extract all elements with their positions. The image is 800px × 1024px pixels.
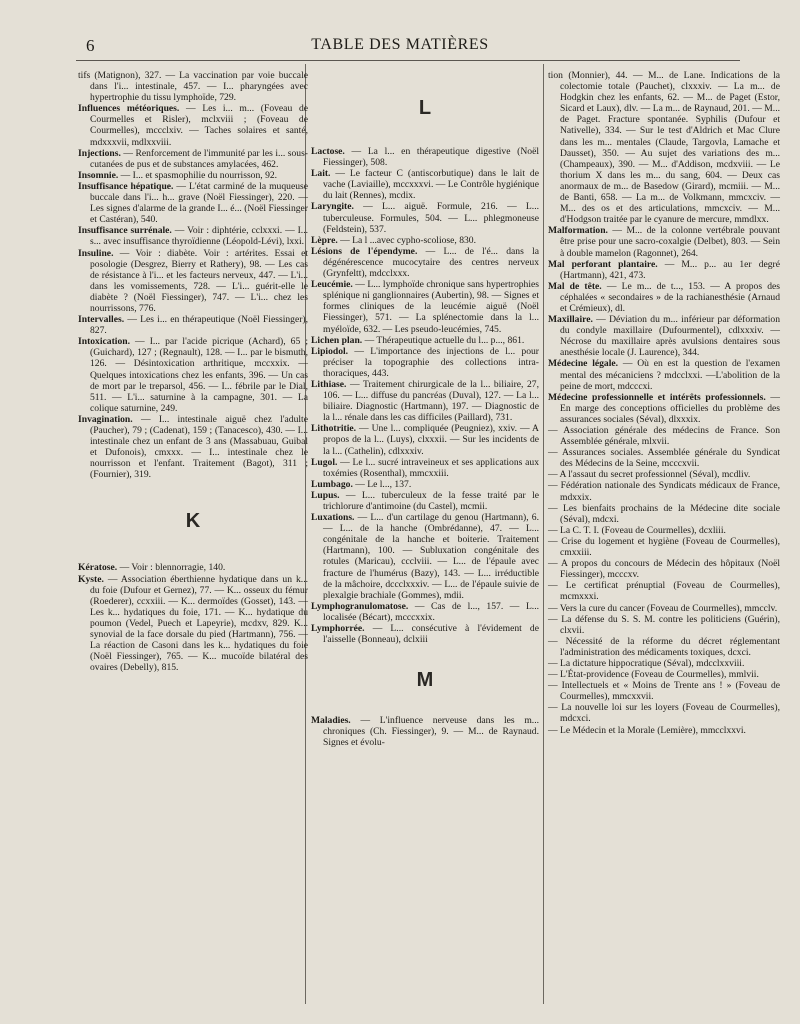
entry-text: — Le l..., 137. (352, 478, 412, 490)
entry-headword: Lithotritie. (311, 423, 357, 435)
entry-text: — Voir : diphtérie, cclxxxi. — I... s... avec insuffisance thyroïdienne (Léopold-Lévi), lxxi. (90, 225, 308, 248)
index-entry (548, 603, 780, 614)
entry-text: — Association générale des médecins de France. Son Assemblée générale, mlxvii. (548, 425, 780, 448)
entry-text: — Vers la cure du cancer (Foveau de Courmelles), mmcclv. (548, 602, 778, 614)
entry-headword: Influences météoriques. (78, 103, 180, 115)
entry-text: — L... de l'é... dans la dégénérescence mucocytaire des centres nerveux (Grynfeltt), mdcclxxx. (323, 245, 539, 280)
index-entry (311, 601, 539, 623)
entry-headword: Lèpre. (311, 234, 338, 246)
entry-headword: Lymphorrée. (311, 623, 365, 635)
index-entry (548, 614, 780, 636)
entry-text: — L... consécutive à l'évidement de l'aisselle (Bonneau), dclxiii (323, 623, 539, 646)
header-rule (76, 60, 740, 61)
entry-text: — Le certificat prénuptial (Foveau de Courmelles), mcmxxxi. (548, 580, 780, 603)
index-entry (78, 574, 308, 674)
index-entry (548, 536, 780, 558)
index-entry (548, 658, 780, 669)
index-entry (78, 181, 308, 225)
entry-text: — Renforcement de l'immunité par les i... sous-cutanées de pus et de substances amylacées, 462. (90, 147, 308, 170)
index-entry (548, 480, 780, 502)
section-letter: K (185, 510, 201, 533)
entry-headword: Intoxication. (78, 336, 130, 348)
entry-headword: Médecine professionnelle et intérêts professionnels. (548, 391, 766, 403)
index-entry (548, 225, 780, 258)
entry-headword: Kyste. (78, 573, 104, 585)
index-entry (311, 201, 539, 234)
entry-text: — L'influence nerveuse dans les m... chroniques (Ch. Fiessinger), 9. — M... de Raynaud. Signes et évolu- (323, 715, 539, 749)
entry-text: — L'importance des injections de l... pour préciser la topographie des collections intra-thoraciques, 443. (323, 345, 539, 379)
index-entry (311, 346, 539, 379)
entry-headword: Insomnie. (78, 169, 119, 181)
index-entry (548, 525, 780, 536)
entry-text: — En marge des conceptions officielles du problème des assurances sociales (Séval), dlxxxix. (560, 391, 780, 425)
index-entry (548, 558, 780, 580)
section-letter: L (418, 97, 432, 119)
entry-headword: Lumbago. (311, 478, 353, 490)
index-entry (548, 469, 780, 480)
index-entry (78, 336, 308, 414)
entry-text: — Les bienfaits prochains de la Médecine dite sociale (Séval), mdcxi. (548, 502, 780, 525)
column-1 (78, 70, 308, 673)
index-entry (548, 358, 780, 391)
index-entry (548, 425, 780, 447)
entry-headword: Lichen plan. (311, 334, 363, 346)
index-entry (78, 103, 308, 147)
entry-text: — Association éberthienne hydatique dans un k... du foie (Dufour et Gernez), 77. — K... osseux du fémur (Roederer), ccxxiii. — K... dermoïdes (Gosset), 143. — Les k... hydatiques du foie, 171. — K... hydatique du poumon (Vedel, Puech et Lapeyrie), mcdxv, 829. K... synovial de la face dorsale du pied (Hartmann), 756. — La réaction de Casoni dans les k... hydatiques du foie (Noël Fiessinger), 765. — K... mucoïde bilatéral des ovaires (Debelly), 815. (90, 573, 308, 674)
entry-headword: Maladies. (311, 715, 351, 727)
entry-headword: Insuline. (78, 247, 114, 259)
entry-text: — Où en est la question de l'examen mental des mécaniciens ? mdcclxxi. —L'abolition de la peine de mort, mdcccxi. (560, 358, 780, 392)
entry-headword: Malformation. (548, 225, 608, 237)
index-entry (548, 281, 780, 314)
index-entry (548, 314, 780, 358)
entry-headword: Maxillaire. (548, 314, 593, 326)
index-entry (311, 379, 539, 423)
entry-text: — L... aiguë. Formule, 216. — L... tuberculeuse. Formules, 504. — L... phlegmoneuse (Feldstein), 537. (323, 201, 539, 235)
entry-text: — Assurances sociales. Assemblée générale du Syndicat des Médecins de la Seine, mcccxvii. (548, 447, 780, 470)
entry-headword: Lupus. (311, 489, 340, 501)
entry-text: — Le m... de t..., 153. — A propos des céphalées « secondaires » de la rachianesthésie (Arnaud et Crémieux), dl. (560, 280, 781, 314)
entry-headword: Invagination. (78, 413, 133, 425)
index-entry (311, 457, 539, 479)
index-entry (78, 170, 308, 181)
index-entry (311, 490, 539, 512)
index-entry (311, 512, 539, 601)
index-entry (548, 447, 780, 469)
entry-text: — L'État-providence (Foveau de Courmelles), mmlvii. (548, 669, 759, 681)
index-entry (548, 503, 780, 525)
entry-text: — Les i... en thérapeutique (Noël Fiessinger), 827. (90, 314, 308, 337)
entry-headword: Injections. (78, 147, 121, 159)
entry-text: — A l'assaut du secret professionnel (Séval), mcdliv. (548, 469, 751, 481)
entry-text: — M... de la colonne vertébrale pouvant être prise pour une sacro-coxalgie (Delbet), 803. — Sein à double mamelon (Ragonnet), 264. (560, 225, 780, 259)
entry-headword: Médecine légale. (548, 358, 619, 370)
entry-text: — Les i... m... (Foveau de Courmelles et Risler), mclxviii ; (Foveau de Courmelles), mccclxiv. — Taches solaires et santé, mdxxxvii, mdlxxviii. (90, 103, 308, 148)
entry-headword: Lactose. (311, 146, 345, 157)
entry-headword: Lithiase. (311, 378, 347, 390)
entry-text: — La défense du S. S. M. contre les politiciens (Guérin), clxvii. (548, 613, 780, 636)
entry-text: — A propos du concours de Médecin des hôpitaux (Noël Fiessinger), mcccxv. (548, 558, 780, 581)
entry-headword: Kératose. (78, 562, 118, 574)
index-entry (311, 335, 539, 346)
entry-text: — L... d'un cartilage du genou (Hartmann), 6. — L... de la hanche (Ombrédanne), 47. — L... congénitale de la hanche et boiterie. Traitement (Hartmann), 100. — Subluxation congénitale des rotules (Maricau), ccclviii. — L... de l'épaule avec fracture de l'humérus (Bazy), 143. — L... irréductible de la mâchoire, dccclxxxiv. — L... de l'épaule suivie de plexalgie brachiale (Gommes), mdii. (323, 512, 539, 601)
entry-text: — Déviation du m... inférieur par déformation du condyle maxillaire (Dufourmentel), cdlxxxiv. — Nécrose du maxillaire après avulsions dentaires sous anesthésie locale (J. Laurence), 344. (560, 314, 780, 359)
index-entry (548, 70, 780, 225)
index-entry (78, 248, 308, 315)
entry-text: — L'état carminé de la muqueuse buccale dans l'i... h... grave (Noël Fiessinger), 220. — Les signes d'alarme de la grande I... é... (Noël Fiessinger et Castéran), 540. (90, 180, 308, 226)
index-entry (311, 423, 539, 456)
index-entry (311, 715, 539, 748)
entry-text: — L... tuberculeux de la fesse traité par le trichlorure d'antimoine (du Castel), mcmii. (323, 489, 539, 512)
page-title: TABLE DES MATIÈRES (311, 36, 489, 53)
entry-text: — L... lymphoïde chronique sans hypertrophies splénique ni ganglionnaires (Aubertin), 98. — Signes et formes cliniques de la leucémie aiguë (Noël Fiessinger), 571. — La splénectomie dans la l... myéloïde, 632. — Les pseudo-leucémies, 745. (323, 279, 539, 335)
entry-text: — Fédération nationale des Syndicats médicaux de France, mdxxix. (548, 480, 780, 503)
index-entry (311, 246, 539, 279)
index-entry (311, 623, 539, 645)
entry-headword: Lésions de l'épendyme. (311, 245, 418, 257)
entry-text: tifs (Matignon), 327. — La vaccination par voie buccale dans l'i... intestinale, 457. — I... pharyngées avec hypertrophie du tissu lymphoïde, 729. (78, 70, 308, 104)
entry-headword: Laryngite. (311, 201, 354, 213)
entry-text: — I... intestinale aiguë chez l'adulte (Paucher), 79 ; (Cadenat), 159 ; (Tanacesco), 430. — I... intestinale chez un enfant de 3 ans (Massabuau, Guibal et Dufonois), cmxxx. — I... intestinale chez le nourrisson et l'enfant. Traitement (Bagot), 311 ; (Fournier), 319. (90, 413, 308, 481)
page-number: 6 (86, 36, 95, 55)
entry-headword: Lymphogranulomatose. (311, 600, 409, 612)
entry-headword: Mal de tête. (548, 280, 602, 292)
entry-text: — La C. T. I. (Foveau de Courmelles), dcxliii. (548, 524, 726, 536)
index-entry (78, 314, 308, 336)
index-entry (311, 235, 539, 246)
entry-text: — La nouvelle loi sur les loyers (Foveau de Courmelles), mdcxci. (548, 702, 780, 725)
entry-text: — La l... en thérapeutique digestive (Noël Fiessinger), 508. (323, 146, 539, 169)
index-entry (78, 562, 308, 573)
entry-text: — La l ...avec cypho-scoliose, 830. (337, 234, 477, 246)
index-entry (548, 680, 780, 702)
index-entry (311, 168, 539, 201)
section-letter: M (416, 669, 434, 692)
column-divider (543, 64, 544, 1004)
index-entry (548, 392, 780, 425)
index-entry (548, 580, 780, 602)
entry-text: — Intellectuels et « Moins de Trente ans ! » (Foveau de Courmelles), mmcxxvii. (548, 680, 780, 703)
index-entry (548, 702, 780, 724)
index-entry (311, 279, 539, 334)
index-entry (78, 414, 308, 481)
entry-text: — La dictature hippocratique (Séval), mdcclxxviii. (548, 657, 745, 669)
index-entry (78, 70, 308, 103)
entry-headword: Lugol. (311, 456, 338, 468)
index-entry (311, 479, 539, 490)
page-header (0, 36, 800, 56)
entry-text: tion (Monnier), 44. — M... de Lane. Indications de la colectomie totale (Pauchet), clxxxiv. — La m... de Hodgkin chez les enfants, 62. — M... de Paget (Estor, Sicard et Laux), dlv. — La m... de Raynaud, 201. — M... de Paget. Fracture spontanée. Syphilis (Dufour et Nativelle), 334. — Sur le test d'Aldrich et Mac Clure dans les m... mentales (Claude, Targovla, Lamache et Dausset), 350. — Au sujet des variations des m... (Champeaux), 390. — M... d'Addison, mcdxviii. — Le thorium X dans les m... du sang, 604. — Deux cas anormaux de m... de Basedow (Girard), mcmiii. — M... de Banti, 658. — La m... de Volkmann, mmcxciv. — M... des os et des articulations, mmcxciv. — M... d'Hodgson traitée par le cyanure de mercure, mmdlxx. (548, 70, 780, 226)
entry-text: — Nécessité de la réforme du décret réglementant l'administration des médicaments toxiques, dcxci. (548, 635, 780, 658)
index-entry (548, 669, 780, 680)
column-2 (311, 70, 539, 749)
entry-headword: Luxations. (311, 512, 355, 524)
entry-text: — I... par l'acide picrique (Achard), 65 ; (Guichard), 127 ; (Regnault), 128. — I... par le bismuth, 126. — Désintoxication arthritique, mccxxix. — Quelques intoxications chez les enfants, 396. — Un cas de mort par le treparsol, 456. — I... fébrile par le Dial, 511. — L'i... saturnine à la campagne, 301. — La colique saturnine, 249. (90, 336, 308, 414)
entry-text: — Le Médecin et la Morale (Lemière), mmcclxxvi. (548, 724, 746, 736)
index-entry (548, 725, 780, 736)
entry-headword: Insuffisance hépatique. (78, 180, 174, 192)
entry-headword: Insuffisance surrénale. (78, 225, 172, 237)
index-entry (78, 148, 308, 170)
index-entry (78, 225, 308, 247)
entry-text: — Voir : blennorragie, 140. (117, 562, 226, 574)
entry-text: — Une l... compliquée (Peugniez), xxiv. — A propos de la l... (Luys), clxxxii. — Sur les incidents de la l... (Cathelin), cdlxxxiv. (323, 423, 539, 457)
entry-text: — Le l... sucré intraveineux et ses applications aux toxémies (Rosenthal), mmcxxiii. (323, 456, 539, 479)
entry-headword: Mal perforant plantaire. (548, 258, 658, 270)
entry-headword: Intervalles. (78, 314, 125, 326)
entry-text: — Traitement chirurgicale de la l... biliaire, 27, 106. — L... diffuse du pancréas (Duval), 127. — La l... biliaire. Diagnostic (Hartmann), 197. — Diagnostic de la l... rénale dans les cas difficiles (Paillard), 731. (323, 378, 539, 424)
entry-text: — M... p... au 1er degré (Hartmann), 421, 473. (560, 258, 781, 281)
entry-text: — Thérapeutique actuelle du l... p..., 861. (362, 334, 525, 346)
entry-headword: Lait. (311, 168, 331, 180)
column-3 (548, 70, 780, 736)
entry-text: — Crise du logement et hygiène (Foveau de Courmelles), cmxxiii. (548, 535, 780, 559)
index-entry (311, 146, 539, 168)
index-entry (548, 259, 780, 281)
index-entry (548, 636, 780, 658)
entry-text: — Cas de l..., 157. — L... localisée (Bécart), mcccxxix. (323, 600, 539, 623)
entry-text: — Voir : diabète. Voir : artérites. Essai et posologie (Desgrez, Bierry et Rathery), 98. — Les cas de résistance à l'i... et les facteurs nerveux, 447. — L'i... dans les vomissements, 728. — L'i... guérit-elle le diabète ? (Noël Fiessinger), 747. — L'i... chez les nourrissons, 776. (90, 247, 308, 314)
entry-headword: Leucémie. (311, 279, 353, 291)
entry-text: — I... et spasmophilie du nourrisson, 92. (118, 169, 278, 181)
entry-headword: Lipiodol. (311, 345, 349, 357)
entry-text: — Le facteur C (antiscorbutique) dans le lait de vache (Laviaille), mccxxxvi. — Le Contrôle hygiénique du lait (Rennes), mcdix. (323, 168, 539, 202)
